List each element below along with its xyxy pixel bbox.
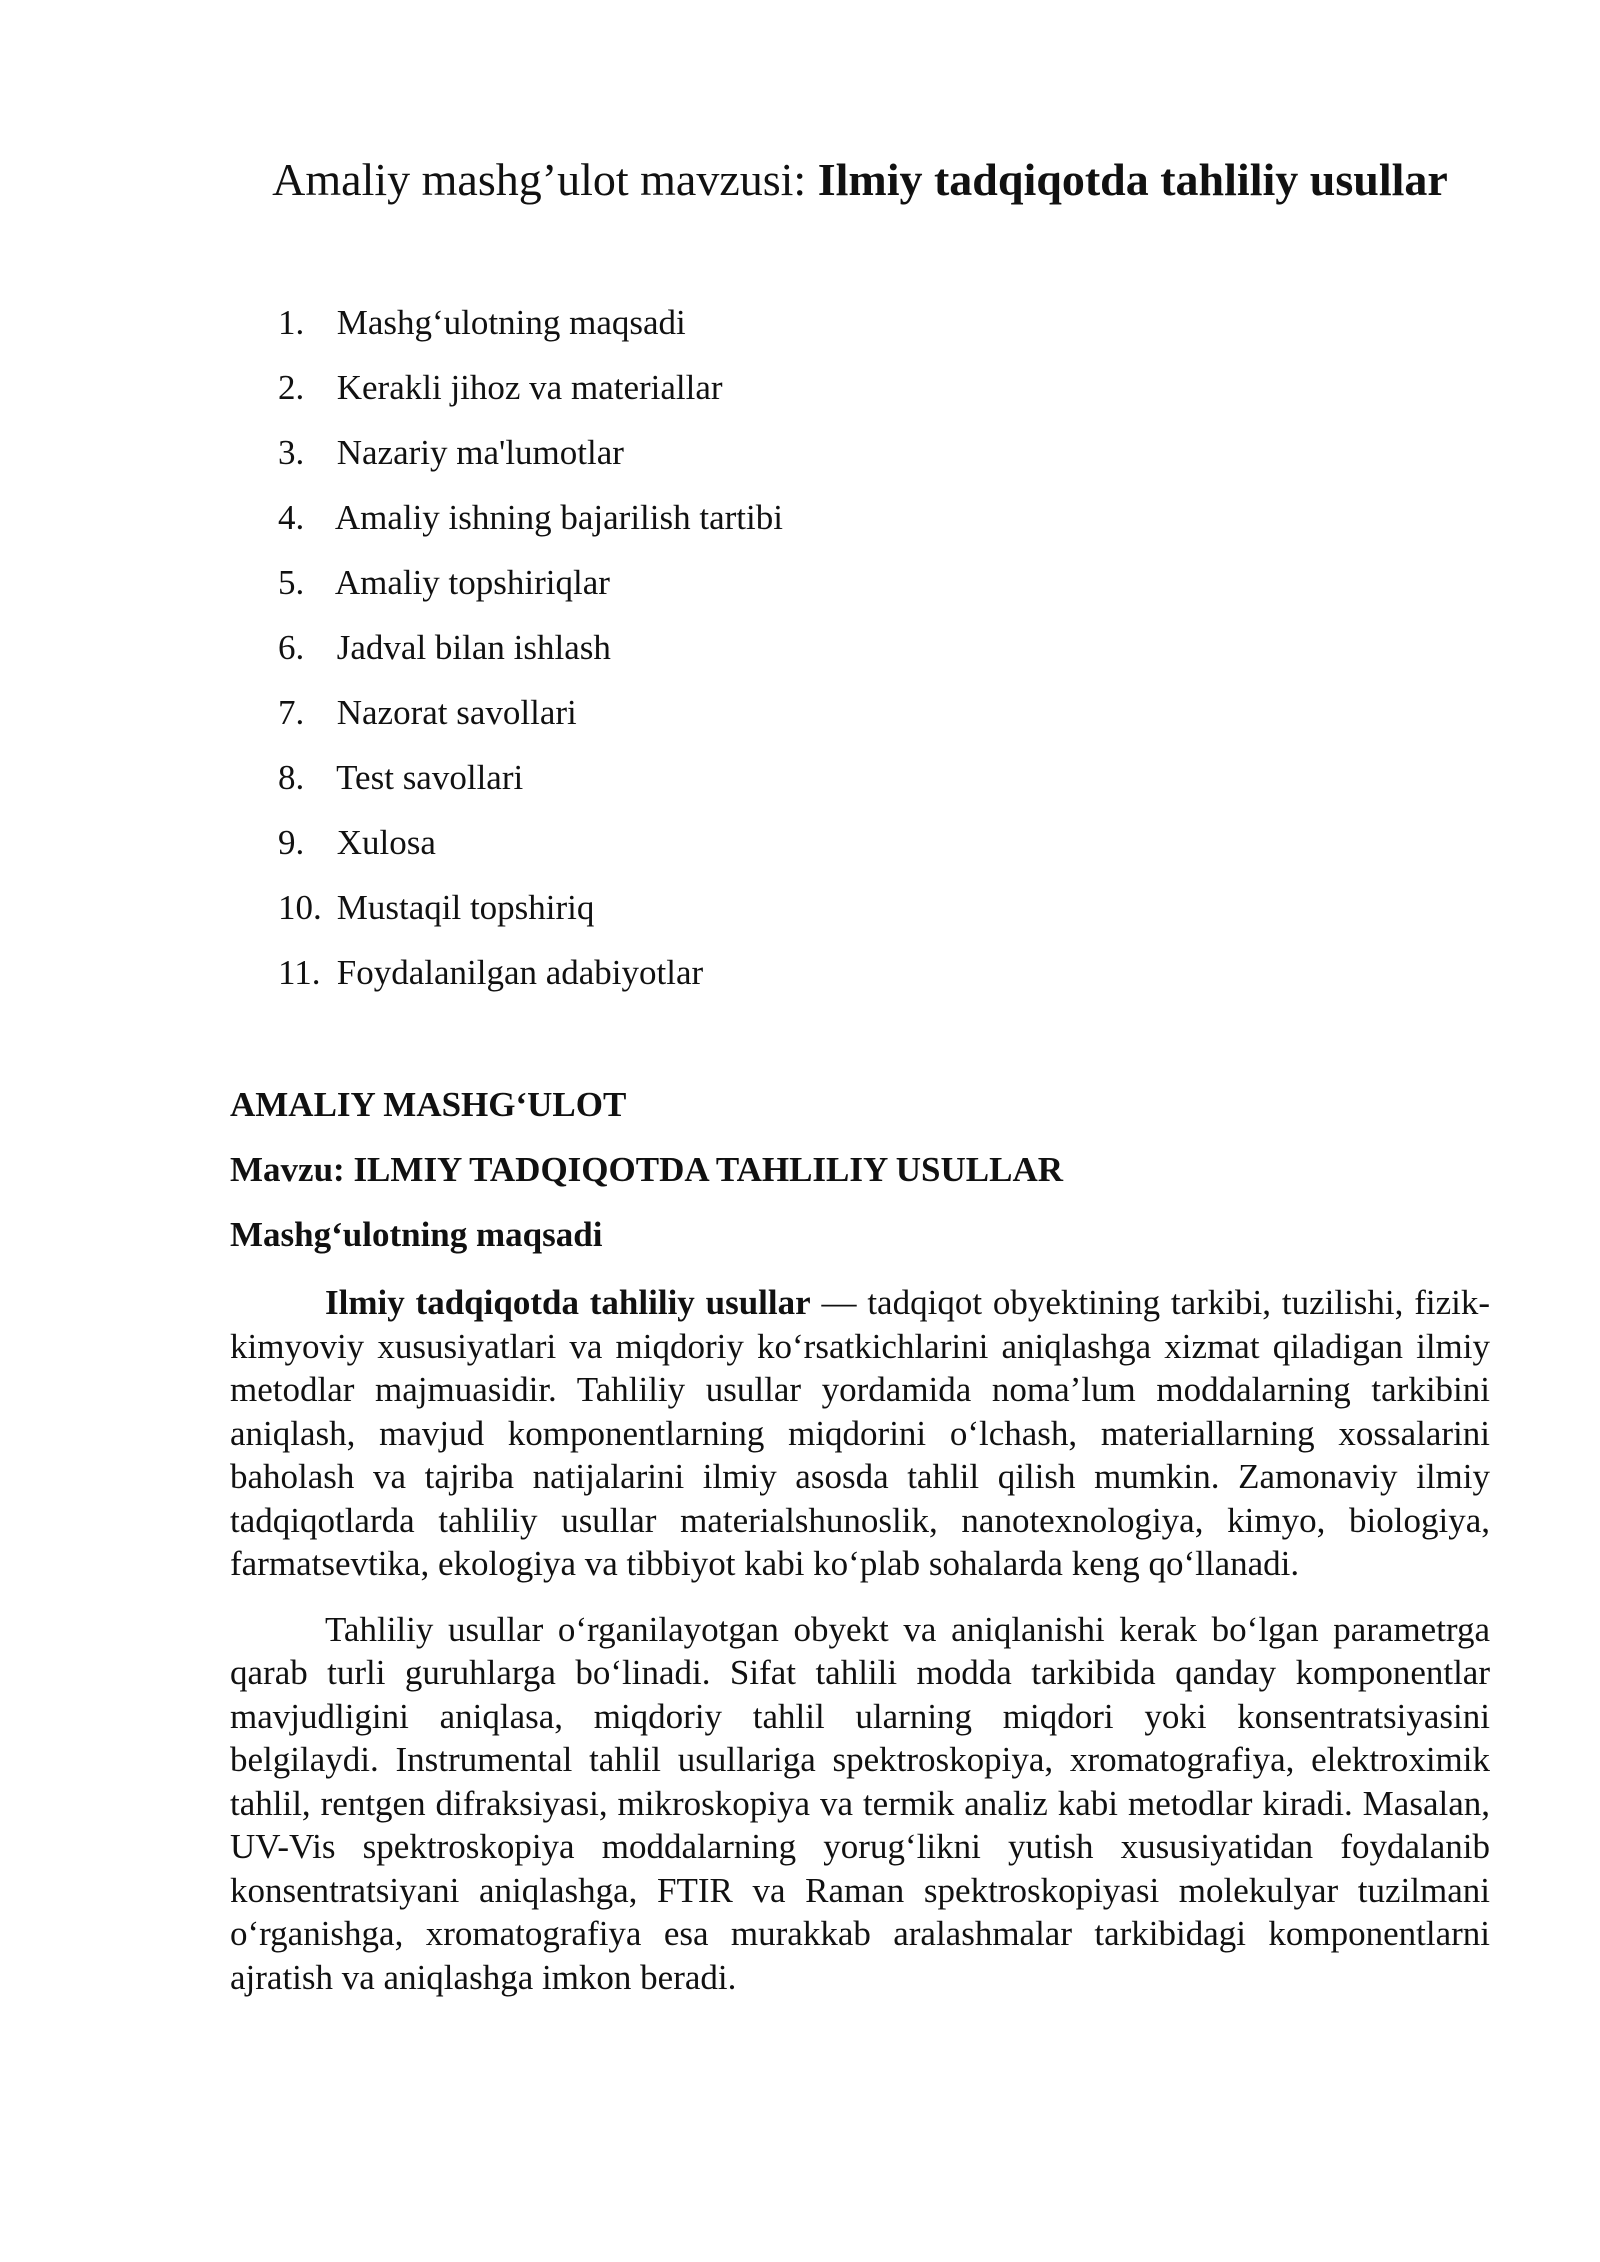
list-item [278, 810, 783, 875]
item-number: 6. [278, 628, 305, 667]
item-number: 11. [278, 953, 321, 992]
item-number: 3. [278, 433, 305, 472]
item-label: Xulosa [336, 823, 436, 862]
item-label: Amaliy topshiriqlar [334, 563, 610, 602]
table-of-contents [278, 290, 783, 1005]
item-number: 9. [278, 823, 305, 862]
list-item [278, 940, 783, 1005]
item-number: 2. [278, 368, 305, 407]
section-heading: AMALIY MASHG‘ULOT [230, 1085, 627, 1124]
document-title [0, 150, 1600, 210]
paragraph-lead: Ilmiy tadqiqotda tahliliy usullar [325, 1283, 811, 1322]
item-number: 5. [278, 563, 305, 602]
item-label: Kerakli jihoz va materiallar [336, 368, 723, 407]
item-number: 4. [278, 498, 305, 537]
list-item [278, 550, 783, 615]
item-label: Nazorat savollari [336, 693, 577, 732]
list-item [278, 485, 783, 550]
item-label: Mustaqil topshiriq [336, 888, 595, 927]
list-item [278, 875, 783, 940]
item-label: Test savollari [336, 758, 524, 797]
title-prefix: Amaliy mashg’ulot mavzusi: [272, 154, 818, 205]
item-label: Nazariy ma'lumotlar [336, 433, 624, 472]
list-item [278, 680, 783, 745]
item-label: Mashg‘ulotning maqsadi [336, 303, 686, 342]
lesson-section [230, 1072, 1490, 1999]
item-label: Amaliy ishning bajarilish tartibi [334, 498, 783, 537]
item-number: 10. [278, 888, 322, 927]
list-item [278, 355, 783, 420]
item-label: Jadval bilan ishlash [336, 628, 611, 667]
topic-line: Mavzu: ILMIY TADQIQOTDA TAHLILIY USULLAR [230, 1150, 1063, 1189]
list-item [278, 290, 783, 355]
list-item [278, 420, 783, 485]
item-label: Foydalanilgan adabiyotlar [336, 953, 704, 992]
subheading: Mashg‘ulotning maqsadi [230, 1215, 603, 1254]
paragraph-body: — tadqiqot obyektining tarkibi, tuzilishi, fizik-kimyoviy xususiyatlari va miqdoriy ko‘rsatkichlarini aniqlashga xizmat qiladigan ilmiy metodlar majmuasidir. Tahliliy usullar yordamida noma’lum moddalarning tarkibini aniqlash, mavjud komponentlarning miqdorini o‘lchash, materiallarning xossalarini baholash va tajriba natijalarini ilmiy asosda tahlil qilish mumkin. Zamonaviy ilmiy tadqiqotlarda tahliliy usullar materialshunoslik, nanotexnologiya, kimyo, biologiya, farmatsevtika, ekologiya va tibbiyot kabi ko‘plab sohalarda keng qo‘llanadi. [230, 1283, 1490, 1583]
paragraph: Tahliliy usullar o‘rganilayotgan obyekt va aniqlanishi kerak bo‘lgan parametrga qarab turli guruhlarga bo‘linadi. Sifat tahlili modda tarkibida qanday komponentlar mavjudligini aniqlasa, miqdoriy tahlil ularning miqdori yoki konsentratsiyasini belgilaydi. Instrumental tahlil usullariga spektroskopiya, xromatografiya, elektroximik tahlil, rentgen difraksiyasi, mikroskopiya va termik analiz kabi metodlar kiradi. Masalan, UV-Vis spektroskopiya moddalarning yorug‘likni yutish xususiyatidan foydalanib konsentratsiyani aniqlashga, FTIR va Raman spektroskopiyasi molekulyar tuzilmani o‘rganishga, xromatografiya esa murakkab aralashmalar tarkibidagi komponentlarni ajratish va aniqlashga imkon beradi. [230, 1609, 1490, 1997]
list-item [278, 745, 783, 810]
list-item [278, 615, 783, 680]
title-topic: Ilmiy tadqiqotda tahliliy usullar [817, 154, 1448, 205]
item-number: 8. [278, 758, 305, 797]
item-number: 7. [278, 693, 305, 732]
item-number: 1. [278, 303, 305, 342]
paragraph [230, 1281, 1490, 1586]
